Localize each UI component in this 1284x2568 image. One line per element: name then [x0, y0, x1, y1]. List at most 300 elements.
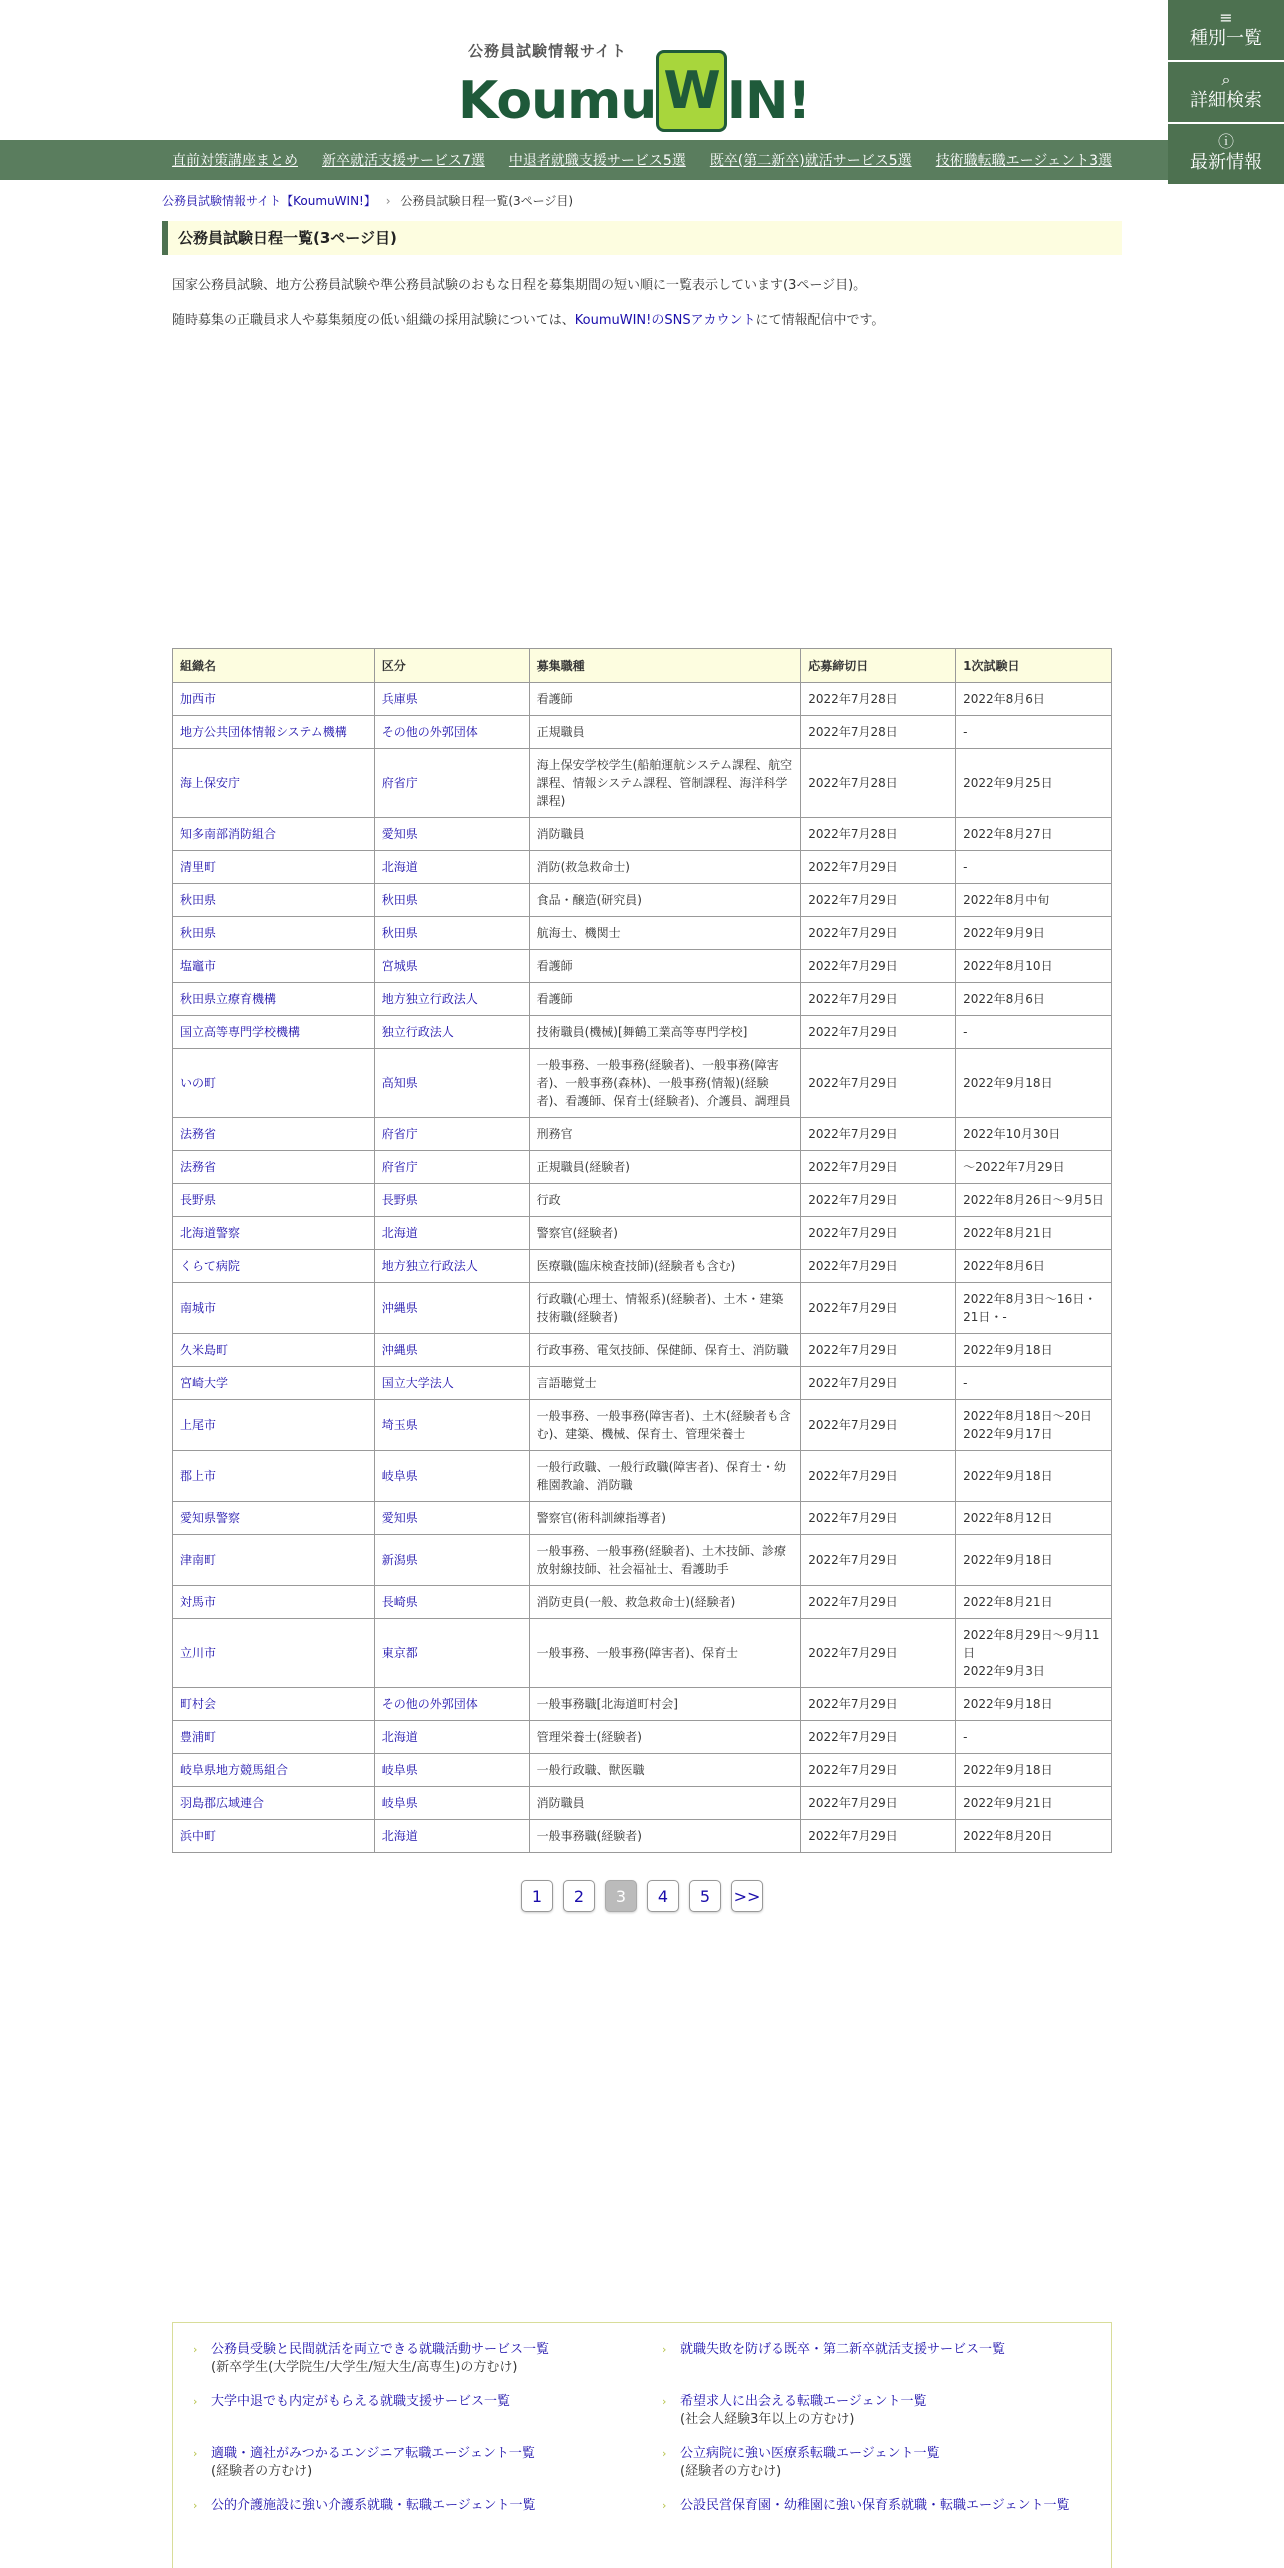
category-link[interactable]: 北海道 — [381, 860, 418, 874]
page-link-5[interactable]: 5 — [689, 1880, 721, 1912]
related-link-note: (新卒学生(大学院生/大学生/短大生/高専生)の方むけ) — [211, 2360, 518, 2375]
cell-first-exam-date: 2022年8月中旬 — [956, 884, 1112, 917]
side-menu-label: 種別一覧 — [1190, 28, 1262, 49]
cell-category — [374, 1535, 529, 1586]
cell-job-type: 一般事務、一般事務(経験者)、一般事務(障害者)、一般事務(森林)、一般事務(情報)(経験者)、看護師、保育士(経験者)、介護員、調理員 — [529, 1049, 801, 1118]
cell-first-exam-date: - — [956, 851, 1112, 884]
related-link[interactable]: 希望求人に出会える転職エージェント一覧 — [680, 2394, 927, 2409]
cell-first-exam-date: ～2022年7月29日 — [956, 1151, 1112, 1184]
cell-deadline: 2022年7月29日 — [801, 1721, 956, 1754]
cell-job-type: 消防吏員(一般、救急救命士)(経験者) — [529, 1586, 801, 1619]
table-row — [173, 1451, 1112, 1502]
side-menu — [1168, 0, 1284, 186]
category-link[interactable]: 地方独立行政法人 — [381, 1259, 478, 1273]
cell-first-exam-date: 2022年8月21日 — [956, 1217, 1112, 1250]
cell-first-exam-date: - — [956, 1367, 1112, 1400]
cell-category — [374, 716, 529, 749]
site-header — [0, 0, 1284, 140]
side-menu-label: 詳細検索 — [1190, 90, 1262, 111]
organization-link[interactable]: 法務省 — [180, 1160, 217, 1174]
cell-organization — [173, 1049, 375, 1118]
cell-organization — [173, 851, 375, 884]
cell-deadline: 2022年7月29日 — [801, 1688, 956, 1721]
table-row — [173, 1367, 1112, 1400]
organization-link[interactable]: 久米島町 — [180, 1343, 229, 1357]
cell-category — [374, 1250, 529, 1283]
table-row — [173, 749, 1112, 818]
cell-category — [374, 1151, 529, 1184]
cell-category — [374, 1586, 529, 1619]
organization-link[interactable]: 津南町 — [180, 1553, 217, 1567]
cell-job-type: 正規職員(経験者) — [529, 1151, 801, 1184]
table-row — [173, 1016, 1112, 1049]
cell-organization — [173, 716, 375, 749]
cell-first-exam-date: 2022年8月10日 — [956, 950, 1112, 983]
category-link[interactable]: 岐阜県 — [381, 1763, 418, 1777]
table-row — [173, 1619, 1112, 1688]
cell-first-exam-date: 2022年8月29日～9月11日 2022年9月3日 — [956, 1619, 1112, 1688]
table-row — [173, 1184, 1112, 1217]
cell-deadline: 2022年7月29日 — [801, 1754, 956, 1787]
cell-category — [374, 1619, 529, 1688]
cell-category — [374, 1118, 529, 1151]
cell-organization — [173, 884, 375, 917]
cell-deadline: 2022年7月29日 — [801, 983, 956, 1016]
intro-line-2 — [172, 311, 884, 331]
cell-category — [374, 917, 529, 950]
cell-category — [374, 1820, 529, 1853]
cell-deadline: 2022年7月29日 — [801, 1586, 956, 1619]
breadcrumb-home-link[interactable]: 公務員試験情報サイト【KoumuWIN!】 — [162, 194, 376, 208]
cell-first-exam-date: 2022年8月6日 — [956, 1250, 1112, 1283]
cell-category — [374, 983, 529, 1016]
sns-account-link[interactable]: KoumuWIN!のSNSアカウント — [574, 313, 756, 328]
related-link[interactable]: 大学中退でも内定がもらえる就職支援サービス一覧 — [211, 2394, 511, 2409]
organization-link[interactable]: 浜中町 — [180, 1829, 217, 1843]
category-link[interactable]: 国立大学法人 — [381, 1376, 454, 1390]
cell-first-exam-date: 2022年10月30日 — [956, 1118, 1112, 1151]
header-deadline: 応募締切日 — [801, 649, 956, 683]
page-link-2[interactable]: 2 — [563, 1880, 595, 1912]
related-link-item — [193, 2341, 622, 2377]
chevron-right-icon: › — [193, 2499, 198, 2512]
breadcrumb-current: 公務員試験日程一覧(3ページ目) — [400, 194, 574, 208]
table-row — [173, 1787, 1112, 1820]
cell-first-exam-date: 2022年8月3日～16日・21日・- — [956, 1283, 1112, 1334]
cell-job-type: 言語聴覚士 — [529, 1367, 801, 1400]
intro-line-2-post: にて情報配信中です。 — [755, 313, 885, 328]
cell-job-type: 一般事務、一般事務(障害者)、保育士 — [529, 1619, 801, 1688]
organization-link[interactable]: 塩竈市 — [180, 959, 217, 973]
intro-line-1: 国家公務員試験、地方公務員試験や準公務員試験のおもな日程を募集期間の短い順に一覧表示しています(3ページ目)。 — [172, 278, 867, 293]
category-link[interactable]: 府省庁 — [381, 1160, 418, 1174]
related-link-item — [662, 2445, 1091, 2481]
related-link-item — [662, 2497, 1091, 2515]
related-link-item — [662, 2393, 1091, 2429]
cell-job-type: 消防(救急救命士) — [529, 851, 801, 884]
search-icon: ⌕ — [1221, 70, 1231, 89]
related-link-item — [193, 2445, 622, 2481]
cell-first-exam-date: 2022年9月18日 — [956, 1688, 1112, 1721]
cell-organization — [173, 1688, 375, 1721]
table-row — [173, 950, 1112, 983]
organization-link[interactable]: 清里町 — [180, 860, 217, 874]
cell-organization — [173, 1118, 375, 1151]
cell-category — [374, 851, 529, 884]
cell-job-type: 一般事務職(経験者) — [529, 1820, 801, 1853]
cell-category — [374, 818, 529, 851]
table-row — [173, 1400, 1112, 1451]
cell-deadline: 2022年7月29日 — [801, 1451, 956, 1502]
cell-category — [374, 1049, 529, 1118]
table-row — [173, 851, 1112, 884]
cell-category — [374, 950, 529, 983]
table-row — [173, 683, 1112, 716]
logo-subtitle: 公務員試験情報サイト — [468, 42, 627, 60]
chevron-right-icon: › — [662, 2447, 667, 2460]
related-link[interactable]: 適職・適社がみつかるエンジニア転職エージェント一覧 — [211, 2446, 535, 2461]
cell-job-type: 一般事務職[北海道町村会] — [529, 1688, 801, 1721]
breadcrumb — [162, 192, 573, 209]
logo-suffix: IN! — [726, 71, 811, 131]
organization-link[interactable]: 郡上市 — [180, 1469, 217, 1483]
hamburger-icon: ≡ — [1219, 8, 1233, 27]
cell-deadline: 2022年7月29日 — [801, 1118, 956, 1151]
organization-link[interactable]: 町村会 — [180, 1697, 217, 1711]
cell-organization — [173, 950, 375, 983]
table-body — [173, 683, 1112, 1853]
info-icon: ⓘ — [1217, 132, 1234, 151]
table-row — [173, 917, 1112, 950]
cell-organization — [173, 917, 375, 950]
cell-deadline: 2022年7月29日 — [801, 1049, 956, 1118]
chevron-right-icon: › — [193, 2447, 198, 2460]
cell-first-exam-date: - — [956, 1016, 1112, 1049]
table-row — [173, 1721, 1112, 1754]
exam-schedule-table — [172, 648, 1112, 1853]
cell-category — [374, 884, 529, 917]
cell-organization — [173, 1283, 375, 1334]
nav-link-tech-agent[interactable]: 技術職転職エージェント3選 — [935, 153, 1113, 169]
cell-deadline: 2022年7月29日 — [801, 1367, 956, 1400]
cell-organization — [173, 1820, 375, 1853]
cell-job-type: 警察官(術科訓練指導者) — [529, 1502, 801, 1535]
side-menu-category-list[interactable] — [1168, 0, 1284, 62]
table-row — [173, 1535, 1112, 1586]
cell-organization — [173, 1400, 375, 1451]
nav-link-new-grad[interactable]: 新卒就活支援サービス7選 — [321, 153, 485, 169]
cell-first-exam-date: 2022年8月27日 — [956, 818, 1112, 851]
cell-category — [374, 1283, 529, 1334]
organization-link[interactable]: 豊浦町 — [180, 1730, 217, 1744]
cell-first-exam-date: 2022年8月21日 — [956, 1586, 1112, 1619]
organization-link[interactable]: 秋田県立療育機構 — [180, 992, 277, 1006]
cell-job-type: 管理栄養士(経験者) — [529, 1721, 801, 1754]
organization-link[interactable]: 法務省 — [180, 1127, 217, 1141]
organization-link[interactable]: 知多南部消防組合 — [180, 827, 277, 841]
category-link[interactable]: 府省庁 — [381, 776, 418, 790]
cell-organization — [173, 1754, 375, 1787]
page-link-4[interactable]: 4 — [647, 1880, 679, 1912]
nav-link-dropout[interactable]: 中退者就職支援サービス5選 — [508, 153, 686, 169]
table-row — [173, 818, 1112, 851]
cell-category — [374, 1754, 529, 1787]
category-link[interactable]: 秋田県 — [381, 893, 418, 907]
logo-wordmark — [458, 60, 810, 142]
organization-link[interactable]: 宮崎大学 — [180, 1376, 229, 1390]
cell-category — [374, 1400, 529, 1451]
cell-job-type: 医療職(臨床検査技師)(経験者も含む) — [529, 1250, 801, 1283]
cell-deadline: 2022年7月29日 — [801, 1535, 956, 1586]
organization-link[interactable]: 地方公共団体情報システム機構 — [180, 725, 347, 739]
category-link[interactable]: 長崎県 — [381, 1595, 418, 1609]
category-link[interactable]: 岐阜県 — [381, 1796, 418, 1810]
cell-category — [374, 1217, 529, 1250]
category-link[interactable]: 愛知県 — [381, 827, 418, 841]
category-link[interactable]: その他の外郭団体 — [381, 1697, 478, 1711]
site-logo[interactable] — [458, 28, 828, 131]
chevron-right-icon: › — [662, 2395, 667, 2408]
cell-deadline: 2022年7月29日 — [801, 950, 956, 983]
cell-category — [374, 1184, 529, 1217]
cell-first-exam-date: 2022年8月26日～9月5日 — [956, 1184, 1112, 1217]
category-link[interactable]: 北海道 — [381, 1226, 418, 1240]
cell-first-exam-date: 2022年9月25日 — [956, 749, 1112, 818]
cell-job-type: 一般事務、一般事務(経験者)、土木技師、診療放射線技師、社会福祉士、看護助手 — [529, 1535, 801, 1586]
cell-category — [374, 1334, 529, 1367]
table-row — [173, 1754, 1112, 1787]
related-link-note: (経験者の方むけ) — [680, 2464, 782, 2479]
page-link-1[interactable]: 1 — [521, 1880, 553, 1912]
cell-deadline: 2022年7月29日 — [801, 1502, 956, 1535]
cell-first-exam-date: 2022年9月18日 — [956, 1535, 1112, 1586]
cell-deadline: 2022年7月28日 — [801, 683, 956, 716]
cell-first-exam-date: - — [956, 1721, 1112, 1754]
cell-deadline: 2022年7月29日 — [801, 1334, 956, 1367]
chevron-right-icon: › — [662, 2343, 667, 2356]
organization-link[interactable]: 南城市 — [180, 1301, 217, 1315]
cell-job-type: 一般行政職、一般行政職(障害者)、保育士・幼稚園教諭、消防職 — [529, 1451, 801, 1502]
cell-organization — [173, 1721, 375, 1754]
global-nav — [0, 140, 1284, 180]
side-menu-latest-info[interactable] — [1168, 124, 1284, 186]
side-menu-detail-search[interactable] — [1168, 62, 1284, 124]
cell-deadline: 2022年7月29日 — [801, 917, 956, 950]
cell-deadline: 2022年7月29日 — [801, 1619, 956, 1688]
organization-link[interactable]: 秋田県 — [180, 926, 217, 940]
cell-first-exam-date: 2022年8月18日～20日 2022年9月17日 — [956, 1400, 1112, 1451]
organization-link[interactable]: 岐阜県地方競馬組合 — [180, 1763, 289, 1777]
cell-organization — [173, 1619, 375, 1688]
side-menu-label: 最新情報 — [1190, 152, 1262, 173]
table-row — [173, 1586, 1112, 1619]
page-current-3: 3 — [605, 1880, 637, 1912]
table-row — [173, 1151, 1112, 1184]
category-link[interactable]: 岐阜県 — [381, 1469, 418, 1483]
organization-link[interactable]: 秋田県 — [180, 893, 217, 907]
cell-organization — [173, 1502, 375, 1535]
cell-first-exam-date: 2022年9月18日 — [956, 1451, 1112, 1502]
cell-first-exam-date: 2022年9月18日 — [956, 1754, 1112, 1787]
page-next-button[interactable]: >> — [731, 1880, 763, 1912]
category-link[interactable]: 宮城県 — [381, 959, 418, 973]
header-first-exam-date: 1次試験日 — [956, 649, 1112, 683]
cell-job-type: 食品・醸造(研究員) — [529, 884, 801, 917]
category-link[interactable]: 北海道 — [381, 1829, 418, 1843]
chevron-right-icon: › — [193, 2343, 198, 2356]
intro-line-2-pre: 随時募集の正職員求人や募集頻度の低い組織の採用試験については、 — [172, 313, 575, 328]
cell-first-exam-date: 2022年8月12日 — [956, 1502, 1112, 1535]
category-link[interactable]: その他の外郭団体 — [381, 725, 478, 739]
organization-link[interactable]: 立川市 — [180, 1646, 217, 1660]
organization-link[interactable]: 対馬市 — [180, 1595, 217, 1609]
cell-job-type: 刑務官 — [529, 1118, 801, 1151]
cell-first-exam-date: 2022年8月6日 — [956, 983, 1112, 1016]
organization-link[interactable]: 海上保安庁 — [180, 776, 241, 790]
cell-organization — [173, 749, 375, 818]
page-title: 公務員試験日程一覧(3ページ目) — [162, 221, 1122, 255]
cell-job-type: 消防職員 — [529, 1787, 801, 1820]
cell-first-exam-date: 2022年8月6日 — [956, 683, 1112, 716]
table-row — [173, 716, 1112, 749]
table-row — [173, 1688, 1112, 1721]
table-row — [173, 983, 1112, 1016]
category-link[interactable]: 沖縄県 — [381, 1301, 418, 1315]
cell-organization — [173, 1367, 375, 1400]
cell-category — [374, 1016, 529, 1049]
cell-deadline: 2022年7月28日 — [801, 716, 956, 749]
cell-job-type: 一般行政職、獣医職 — [529, 1754, 801, 1787]
related-link[interactable]: 公的介護施設に強い介護系就職・転職エージェント一覧 — [211, 2498, 536, 2513]
nav-link-second-new-grad[interactable]: 既卒(第二新卒)就活サービス5選 — [709, 153, 912, 169]
cell-deadline: 2022年7月29日 — [801, 1283, 956, 1334]
logo-w-mark: W — [656, 50, 726, 132]
table-header-row — [173, 649, 1112, 683]
organization-link[interactable]: いの町 — [180, 1076, 217, 1090]
cell-first-exam-date: 2022年8月20日 — [956, 1820, 1112, 1853]
header-organization: 組織名 — [173, 649, 375, 683]
cell-organization — [173, 983, 375, 1016]
intro-text — [172, 276, 884, 346]
cell-category — [374, 1367, 529, 1400]
pagination — [0, 1880, 1284, 1912]
cell-organization — [173, 1586, 375, 1619]
category-link[interactable]: 高知県 — [381, 1076, 418, 1090]
cell-deadline: 2022年7月29日 — [801, 1400, 956, 1451]
chevron-right-icon: › — [193, 2395, 198, 2408]
table-row — [173, 884, 1112, 917]
cell-organization — [173, 1184, 375, 1217]
table-row — [173, 1217, 1112, 1250]
cell-category — [374, 749, 529, 818]
cell-job-type: 看護師 — [529, 683, 801, 716]
cell-deadline: 2022年7月29日 — [801, 851, 956, 884]
related-link[interactable]: 公立病院に強い医療系転職エージェント一覧 — [680, 2446, 940, 2461]
category-link[interactable]: 沖縄県 — [381, 1343, 418, 1357]
related-link-note: (経験者の方むけ) — [211, 2464, 313, 2479]
table-row — [173, 1283, 1112, 1334]
cell-job-type: 看護師 — [529, 950, 801, 983]
cell-first-exam-date: 2022年9月18日 — [956, 1049, 1112, 1118]
table-row — [173, 1820, 1112, 1853]
organization-link[interactable]: 上尾市 — [180, 1418, 217, 1432]
organization-link[interactable]: 長野県 — [180, 1193, 217, 1207]
related-link-note: (社会人経験3年以上の方むけ) — [680, 2412, 855, 2427]
cell-category — [374, 1688, 529, 1721]
cell-deadline: 2022年7月29日 — [801, 1217, 956, 1250]
logo-prefix: Koumu — [458, 71, 657, 131]
table-row — [173, 1334, 1112, 1367]
nav-link-cram-course[interactable]: 直前対策講座まとめ — [171, 153, 298, 169]
cell-organization — [173, 1151, 375, 1184]
cell-deadline: 2022年7月29日 — [801, 1250, 956, 1283]
cell-organization — [173, 1250, 375, 1283]
category-link[interactable]: 府省庁 — [381, 1127, 418, 1141]
category-link[interactable]: 埼玉県 — [381, 1418, 418, 1432]
category-link[interactable]: 兵庫県 — [381, 692, 418, 706]
cell-organization — [173, 1217, 375, 1250]
cell-job-type: 行政職(心理士、情報系)(経験者)、土木・建築技術職(経験者) — [529, 1283, 801, 1334]
related-link[interactable]: 公設民営保育園・幼稚園に強い保育系就職・転職エージェント一覧 — [680, 2498, 1070, 2513]
cell-first-exam-date: - — [956, 716, 1112, 749]
category-link[interactable]: 北海道 — [381, 1730, 418, 1744]
cell-organization — [173, 818, 375, 851]
organization-link[interactable]: 愛知県警察 — [180, 1511, 241, 1525]
organization-link[interactable]: 加西市 — [180, 692, 217, 706]
cell-deadline: 2022年7月29日 — [801, 1787, 956, 1820]
related-link-item — [662, 2341, 1091, 2377]
cell-deadline: 2022年7月29日 — [801, 1820, 956, 1853]
cell-first-exam-date: 2022年9月21日 — [956, 1787, 1112, 1820]
cell-category — [374, 1787, 529, 1820]
cell-category — [374, 1502, 529, 1535]
header-job-type: 募集職種 — [529, 649, 801, 683]
chevron-right-icon: › — [662, 2499, 667, 2512]
organization-link[interactable]: 羽島郡広域連合 — [180, 1796, 265, 1810]
category-link[interactable]: 独立行政法人 — [381, 1025, 454, 1039]
cell-deadline: 2022年7月29日 — [801, 1016, 956, 1049]
organization-link[interactable]: くらて病院 — [180, 1259, 240, 1273]
cell-first-exam-date: 2022年9月9日 — [956, 917, 1112, 950]
related-link[interactable]: 公務員受験と民間就活を両立できる就職活動サービス一覧 — [211, 2342, 550, 2357]
category-link[interactable]: 長野県 — [381, 1193, 418, 1207]
category-link[interactable]: 東京都 — [381, 1646, 418, 1660]
category-link[interactable]: 地方独立行政法人 — [381, 992, 478, 1006]
organization-link[interactable]: 北海道警察 — [180, 1226, 241, 1240]
cell-organization — [173, 683, 375, 716]
cell-organization — [173, 1016, 375, 1049]
category-link[interactable]: 秋田県 — [381, 926, 418, 940]
related-link[interactable]: 就職失敗を防げる既卒・第二新卒就活支援サービス一覧 — [680, 2342, 1006, 2357]
cell-job-type: 海上保安学校学生(船舶運航システム課程、航空課程、情報システム課程、管制課程、海洋科学課程) — [529, 749, 801, 818]
cell-deadline: 2022年7月28日 — [801, 818, 956, 851]
cell-organization — [173, 1451, 375, 1502]
cell-job-type: 航海士、機関士 — [529, 917, 801, 950]
cell-organization — [173, 1334, 375, 1367]
cell-organization — [173, 1787, 375, 1820]
table-row — [173, 1049, 1112, 1118]
cell-deadline: 2022年7月29日 — [801, 884, 956, 917]
cell-job-type: 技術職員(機械)[舞鶴工業高等専門学校] — [529, 1016, 801, 1049]
cell-deadline: 2022年7月29日 — [801, 1184, 956, 1217]
cell-job-type: 正規職員 — [529, 716, 801, 749]
cell-category — [374, 1721, 529, 1754]
organization-link[interactable]: 国立高等専門学校機構 — [180, 1025, 301, 1039]
category-link[interactable]: 愛知県 — [381, 1511, 418, 1525]
category-link[interactable]: 新潟県 — [381, 1553, 418, 1567]
cell-deadline: 2022年7月29日 — [801, 1151, 956, 1184]
cell-job-type: 一般事務、一般事務(障害者)、土木(経験者も含む)、建築、機械、保育士、管理栄養士 — [529, 1400, 801, 1451]
